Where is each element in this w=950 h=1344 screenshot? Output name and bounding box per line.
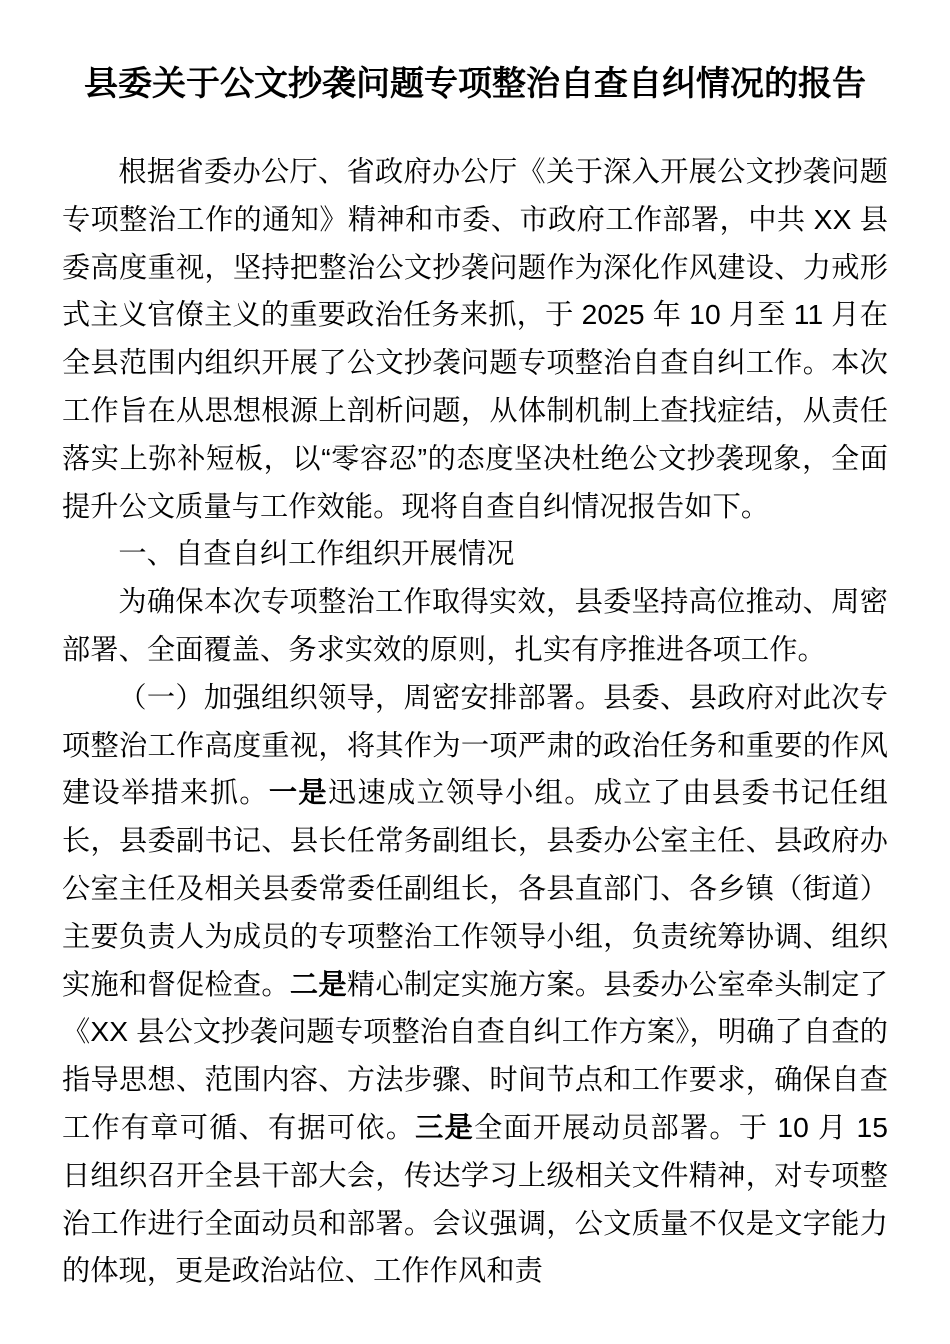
emphasis-run: 三是: [415, 1110, 474, 1143]
paragraph-section-1-intro: 为确保本次专项整治工作取得实效，县委坚持高位推动、周密部署、全面覆盖、务求实效的原则，扎实有序推进各项工作。: [62, 585, 888, 665]
emphasis-run: 二是: [289, 967, 347, 1000]
paragraph-section-1-item-1: [62, 674, 888, 1295]
document-body: [62, 148, 888, 1295]
emphasis-run: 一是: [268, 776, 328, 809]
page-title: 县委关于公文抄袭问题专项整治自查自纠情况的报告: [84, 65, 866, 103]
text-run: 精心制定实施方案。县委办公室牵头制定了《XX 县公文抄袭问题专项整治自查自纠工作方案》，明确了自查的指导思想、范围内容、方法步骤、时间节点和工作要求，确保自查工作有章可循、有据可依。: [62, 967, 888, 1143]
section-heading-1: 一、自查自纠工作组织开展情况: [118, 537, 515, 570]
text-run: 全面开展动员部署。于 10 月 15 日组织召开全县干部大会，传达学习上级相关文件精神，对专项整治工作进行全面动员和部署。会议强调，公文质量不仅是文字能力的体现，更是政治站位、工作作风和责: [62, 1110, 888, 1287]
text-run: 迅速成立领导小组。成立了由县委书记任组长，县委副书记、县长任常务副组长，县委办公室主任、县政府办公室主任及相关县委常委任副组长，各县直部门、各乡镇（街道）主要负责人为成员的专项整治工作领导小组，负责统筹协调、组织实施和督促检查。: [62, 776, 888, 1000]
text-run: （一）加强组织领导，周密安排部署。县委、县政府对此次专项整治工作高度重视，将其作为一项严肃的政治任务和重要的作风建设举措来抓。: [62, 680, 888, 809]
paragraph-intro: 根据省委办公厅、省政府办公厅《关于深入开展公文抄袭问题专项整治工作的通知》精神和市委、市政府工作部署，中共 XX 县委高度重视，坚持把整治公文抄袭问题作为深化作风建设、力戒形式主义官僚主义的重要政治任务来抓，于 2025 年 10 月至 11 月在全县范围内组织开展了公文抄袭问题专项整治自查自纠工作。本次工作旨在从思想根源上剖析问题，从体制机制上查找症结，从责任落实上弥补短板，以“零容忍”的态度坚决杜绝公文抄袭现象，全面提升公文质量与工作效能。现将自查自纠情况报告如下。: [62, 155, 888, 522]
